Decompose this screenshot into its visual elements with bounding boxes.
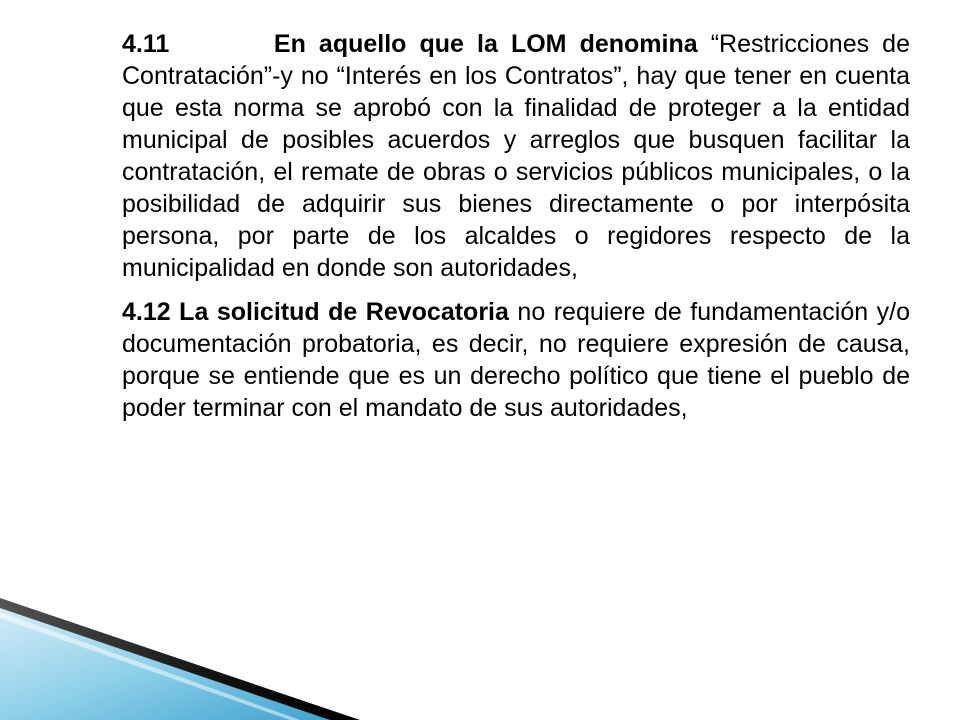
paragraph-4-11: [122, 28, 910, 284]
slide-content: [122, 28, 910, 424]
paragraph-heading: En aquello que la LOM denomina: [273, 30, 698, 58]
paragraph-body: “Restricciones de Contratación”-y no “Interés en los Contratos”, hay que tener en cuenta que esta norma se aprobó con la finalidad de proteger a la entidad municipal de posibles acuerdos y arreglos que busquen facilitar la contratación, el remate de obras o servicios públicos municipales, o la posibilidad de adquirir sus bienes directamente o por interpósita persona, por parte de los alcaldes o regidores respecto de la municipalidad en donde son autoridades,: [122, 30, 910, 282]
decorative-swoosh: [0, 560, 960, 720]
paragraph-number: 4.12: [122, 298, 171, 326]
paragraph-number: 4.11: [122, 30, 170, 58]
paragraph-body: no requiere de fundamentación y/o documentación probatoria, es decir, no requiere expresión de causa, porque se entiende que es un derecho político que tiene el pueblo de poder terminar con el mandato de sus autoridades,: [122, 298, 910, 422]
paragraph-4-12: [122, 296, 910, 424]
paragraph-heading: La solicitud de Revocatoria: [179, 298, 509, 326]
